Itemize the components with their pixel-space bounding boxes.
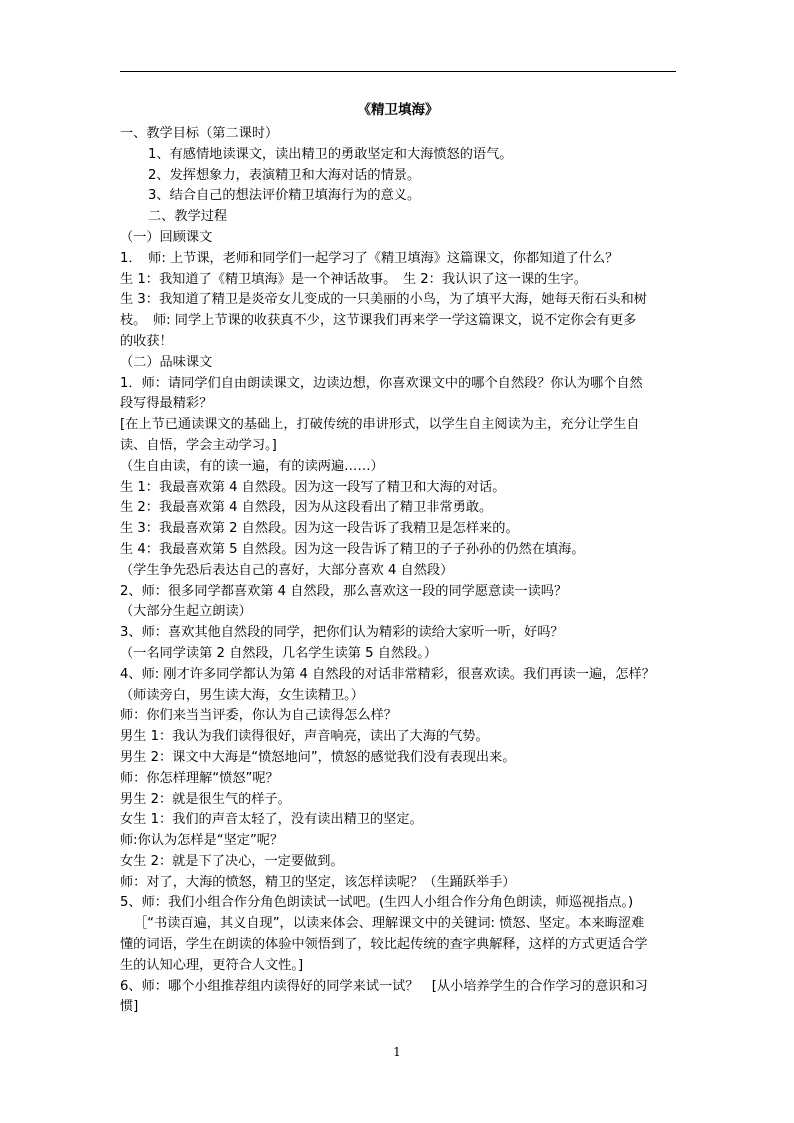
text-line: 惯] bbox=[120, 999, 139, 1015]
text-line: （一名同学读第 2 自然段，几名学生读第 5 自然段。） bbox=[120, 645, 438, 661]
text-line: 1．师：请同学们自由朗读课文，边读边想，你喜欢课文中的哪个自然段？你认为哪个自然 bbox=[120, 375, 643, 391]
text-line: 2、发挥想象力，表演精卫和大海对话的情景。 bbox=[148, 167, 421, 183]
text-line: （学生争先恐后表达自己的喜好，大部分喜欢 4 自然段） bbox=[120, 562, 454, 578]
text-line: 5、师：我们小组合作分角色朗读试一试吧。(生四人小组合作分角色朗读，师巡视指点。) bbox=[120, 895, 634, 911]
text-line: 的收获！ bbox=[120, 333, 173, 349]
header-rule bbox=[120, 71, 676, 72]
text-line: 1、有感情地读课文，读出精卫的勇敢坚定和大海愤怒的语气。 bbox=[148, 146, 513, 162]
text-line: 3、师：喜欢其他自然段的同学，把你们认为精彩的读给大家听一听，好吗？ bbox=[120, 625, 564, 641]
text-line: 生 1：我最喜欢第 4 自然段。因为这一段写了精卫和大海的对话。 bbox=[120, 479, 506, 495]
text-line: 女生 2：就是下了决心，一定要做到。 bbox=[120, 853, 344, 869]
text-line: 枝。 师: 同学上节课的收获真不少，这节课我们再来学一学这篇课文，说不定你会有更多 bbox=[120, 313, 637, 329]
text-line: （大部分生起立朗读） bbox=[120, 604, 252, 620]
text-line: 生 2：我最喜欢第 4 自然段，因为从这段看出了精卫非常勇敢。 bbox=[120, 500, 493, 516]
text-line: 二、教学过程 bbox=[148, 209, 228, 225]
text-line: 师：你们来当当评委，你认为自己读得怎么样？ bbox=[120, 708, 397, 724]
text-line: ［“书读百遍，其义自现”，以读来体会、理解课文中的关键词: 愤怒、坚定。本来晦涩难 bbox=[134, 916, 645, 932]
text-line: 一、教学目标（第二课时） bbox=[120, 126, 279, 141]
text-line: 2、师：很多同学都喜欢第 4 自然段，那么喜欢这一段的同学愿意读一读吗？ bbox=[120, 583, 568, 599]
text-line: 懂的词语，学生在朗读的体验中领悟到了，较比起传统的查字典解释，这样的方式更适合学 bbox=[120, 937, 648, 953]
text-line: 4、师: 刚才许多同学都认为第 4 自然段的对话非常精彩，很喜欢读。我们再读一遍，怎样？ bbox=[120, 666, 655, 682]
text-line: （生自由读，有的读一遍，有的读两遍……） bbox=[120, 458, 384, 474]
text-line: 1． 师: 上节课，老师和同学们一起学习了《精卫填海》这篇课文，你都知道了什么？ bbox=[120, 250, 619, 266]
text-line: 生 3：我最喜欢第 2 自然段。因为这一段告诉了我精卫是怎样来的。 bbox=[120, 521, 519, 537]
text-line: 男生 2：就是很生气的样子。 bbox=[120, 791, 291, 807]
text-line: 6、师：哪个小组推荐组内读得好的同学来试一试？ [从小培养学生的合作学习的意识和习 bbox=[120, 978, 648, 994]
text-line: 生的认知心理，更符合人文性。] bbox=[120, 957, 304, 973]
text-line: （二）品味课文 bbox=[120, 354, 213, 370]
document-title: 《精卫填海》 bbox=[357, 102, 439, 118]
text-line: 生 1：我知道了《精卫填海》是一个神话故事。 生 2：我认识了这一课的生字。 bbox=[120, 271, 587, 287]
text-line: 男生 1：我认为我们读得很好，声音响亮，读出了大海的气势。 bbox=[120, 729, 489, 745]
text-line: [在上节已通读课文的基础上，打破传统的串讲形式，以学生自主阅读为主，充分让学生自 bbox=[120, 417, 640, 433]
document-body bbox=[120, 100, 676, 1018]
text-line: 读、自悟，学会主动学习。] bbox=[120, 437, 277, 453]
document-lines bbox=[120, 124, 676, 1018]
page-number: 1 bbox=[393, 1045, 401, 1059]
text-line: 生 4：我最喜欢第 5 自然段。因为这一段告诉了精卫的子子孙孙的仍然在填海。 bbox=[120, 541, 585, 557]
text-line: （一）回顾课文 bbox=[120, 229, 213, 245]
text-line: 师:你认为怎样是“坚定”呢？ bbox=[120, 833, 284, 849]
text-line: 师：你怎样理解“愤怒”呢？ bbox=[120, 770, 279, 786]
text-line: 女生 1：我们的声音太轻了，没有读出精卫的坚定。 bbox=[120, 812, 423, 828]
text-line: 段写得最精彩？ bbox=[120, 396, 213, 412]
text-line: 男生 2：课文中大海是“愤怒地问”，愤怒的感觉我们没有表现出来。 bbox=[120, 749, 516, 765]
text-line: 生 3：我知道了精卫是炎帝女儿变成的一只美丽的小鸟，为了填平大海，她每天衔石头和树 bbox=[120, 292, 647, 308]
text-line: （师读旁白，男生读大海，女生读精卫。） bbox=[120, 687, 364, 703]
text-line: 3、结合自己的想法评价精卫填海行为的意义。 bbox=[148, 188, 421, 204]
text-line: 师：对了，大海的愤怒，精卫的坚定，该怎样读呢？（生踊跃举手） bbox=[120, 874, 516, 890]
